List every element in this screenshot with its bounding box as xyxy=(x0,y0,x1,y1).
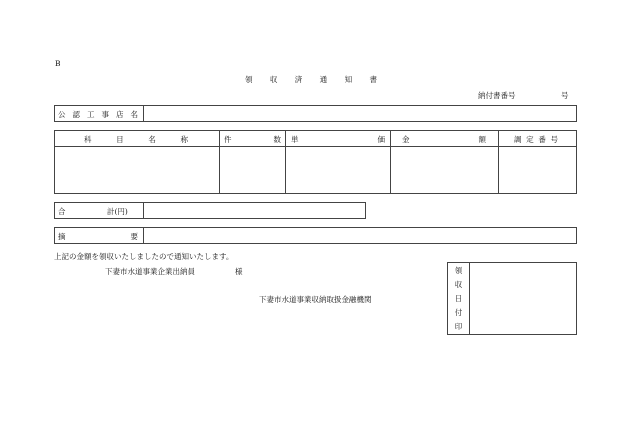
header-assessment-number xyxy=(514,134,558,145)
stamp-label-char: 領 xyxy=(454,266,463,275)
item-unit-price-cell[interactable] xyxy=(286,147,389,193)
contractor-label-char: 事 xyxy=(101,110,109,119)
remarks-label-char: 要 xyxy=(130,232,138,241)
stamp-area[interactable] xyxy=(470,263,576,334)
invoice-number-label: 納付書番号 xyxy=(478,91,516,100)
invoice-number-suffix: 号 xyxy=(561,91,569,100)
header-amount xyxy=(402,134,486,145)
remarks-label xyxy=(58,231,138,242)
header-quantity xyxy=(224,134,281,145)
remarks-divider xyxy=(143,227,144,244)
item-name-cell[interactable] xyxy=(55,147,218,193)
contractor-divider xyxy=(143,105,144,122)
header-char: 単 xyxy=(291,135,299,144)
contractor-label-char: 公 xyxy=(58,110,66,119)
notice-text: 上記の金額を領収いたしましたので通知いたします。 xyxy=(54,252,234,261)
header-char: 番 xyxy=(538,135,546,144)
header-char: 号 xyxy=(550,135,558,144)
total-divider xyxy=(143,202,144,219)
remarks-field[interactable] xyxy=(146,228,574,243)
header-char: 金 xyxy=(402,135,410,144)
honorific: 様 xyxy=(235,267,243,276)
total-label-left: 合 xyxy=(58,207,66,216)
contractor-label xyxy=(58,109,138,120)
stamp-label-char: 日 xyxy=(454,294,463,303)
header-char: 名 xyxy=(148,135,156,144)
item-quantity-cell[interactable] xyxy=(220,147,284,193)
contractor-label-char: 店 xyxy=(116,110,124,119)
header-char: 科 xyxy=(84,135,92,144)
title-char: 知 xyxy=(344,75,353,84)
remarks-label-char: 摘 xyxy=(58,232,66,241)
form-code: B xyxy=(55,59,61,68)
stamp-label-char: 付 xyxy=(454,308,463,317)
contractor-label-char: 認 xyxy=(72,110,80,119)
header-char: 目 xyxy=(116,135,124,144)
item-amount-cell[interactable] xyxy=(391,147,497,193)
title-char: 通 xyxy=(319,75,328,84)
stamp-label xyxy=(449,265,468,332)
addressee: 下妻市水道事業企業出納員 xyxy=(105,267,195,276)
title-char: 収 xyxy=(269,75,278,84)
contractor-label-char: 工 xyxy=(87,110,95,119)
header-unit-price xyxy=(291,134,385,145)
header-char: 額 xyxy=(478,135,486,144)
header-char: 定 xyxy=(526,135,534,144)
header-char: 称 xyxy=(180,135,188,144)
header-char: 調 xyxy=(514,135,522,144)
header-char: 件 xyxy=(224,135,232,144)
contractor-name-field[interactable] xyxy=(146,106,574,121)
header-char: 数 xyxy=(273,135,281,144)
title-char: 領 xyxy=(245,75,253,84)
header-item-name xyxy=(84,134,188,145)
stamp-label-char: 収 xyxy=(454,280,463,289)
form-title xyxy=(245,74,377,85)
item-assessment-cell[interactable] xyxy=(499,147,576,193)
header-char: 価 xyxy=(377,135,385,144)
institution-name: 下妻市水道事業収納取扱金融機関 xyxy=(259,295,372,304)
contractor-label-char: 名 xyxy=(130,110,138,119)
total-label-right: 計(円) xyxy=(107,207,128,216)
stamp-label-char: 印 xyxy=(454,322,463,331)
total-amount-field[interactable] xyxy=(146,203,364,218)
title-char: 済 xyxy=(294,75,303,84)
title-char: 書 xyxy=(369,75,377,84)
